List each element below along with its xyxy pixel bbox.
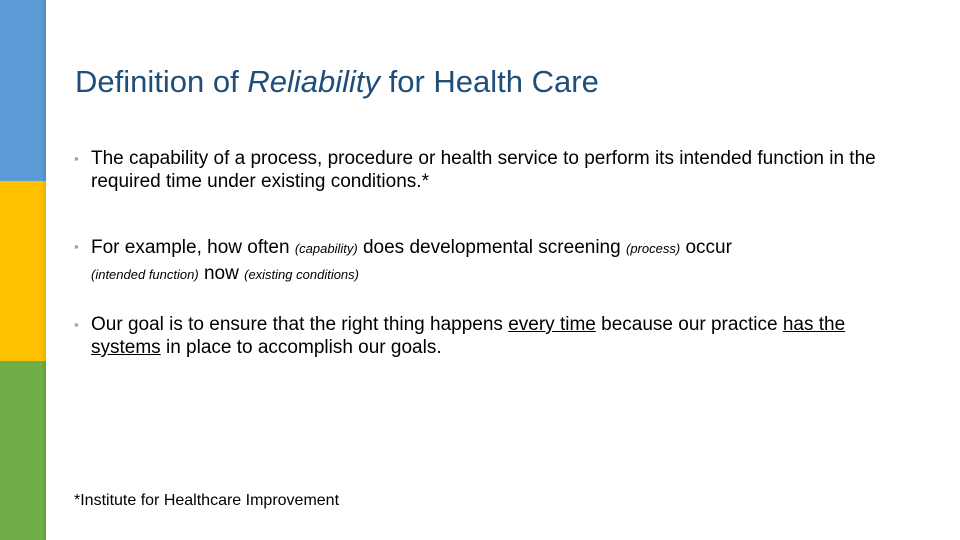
example-text-4: now xyxy=(198,263,245,284)
bullet-goal xyxy=(74,313,894,359)
goal-text-1: Our goal is to ensure that the right thing happens xyxy=(91,314,509,335)
example-text-3: occur xyxy=(680,237,732,258)
side-bar-edge xyxy=(43,0,46,540)
bullet-definition-text: The capability of a process, procedure or health service to perform its intended function in the required time under existing conditions.* xyxy=(91,148,876,192)
bullet-definition xyxy=(74,147,894,193)
example-text-1: For example, how often xyxy=(91,237,295,258)
goal-underlined-every-time: every time xyxy=(508,314,596,335)
side-bar-yellow-band xyxy=(0,181,46,361)
slide-title xyxy=(75,64,599,100)
title-part-1: Definition of xyxy=(75,64,248,99)
example-note-capability: (capability) xyxy=(294,241,358,256)
title-emphasis: Reliability xyxy=(247,64,380,99)
bullet-goal-text xyxy=(74,313,894,359)
color-side-bar xyxy=(0,0,46,540)
bullet-example xyxy=(74,235,894,287)
example-note-intended-function: (intended function) xyxy=(91,267,199,282)
bullet-marker-icon: ▪ xyxy=(74,151,79,166)
goal-text-2: because our practice xyxy=(595,314,783,335)
title-part-2: for Health Care xyxy=(380,64,599,99)
side-bar-blue-band xyxy=(0,0,46,181)
bullet-example-text xyxy=(74,235,894,287)
bullet-marker-icon: ▪ xyxy=(74,317,79,332)
example-note-existing-conditions: (existing conditions) xyxy=(244,267,359,282)
example-note-process: (process) xyxy=(625,241,681,256)
goal-text-3: in place to accomplish our goals. xyxy=(160,337,442,358)
source-footnote: *Institute for Healthcare Improvement xyxy=(74,492,340,509)
example-text-2: does developmental screening xyxy=(357,237,626,258)
goal-underlined-has-the-systems: has the systems xyxy=(91,314,846,358)
bullet-marker-icon: ▪ xyxy=(74,239,79,254)
side-bar-green-band xyxy=(0,361,46,540)
